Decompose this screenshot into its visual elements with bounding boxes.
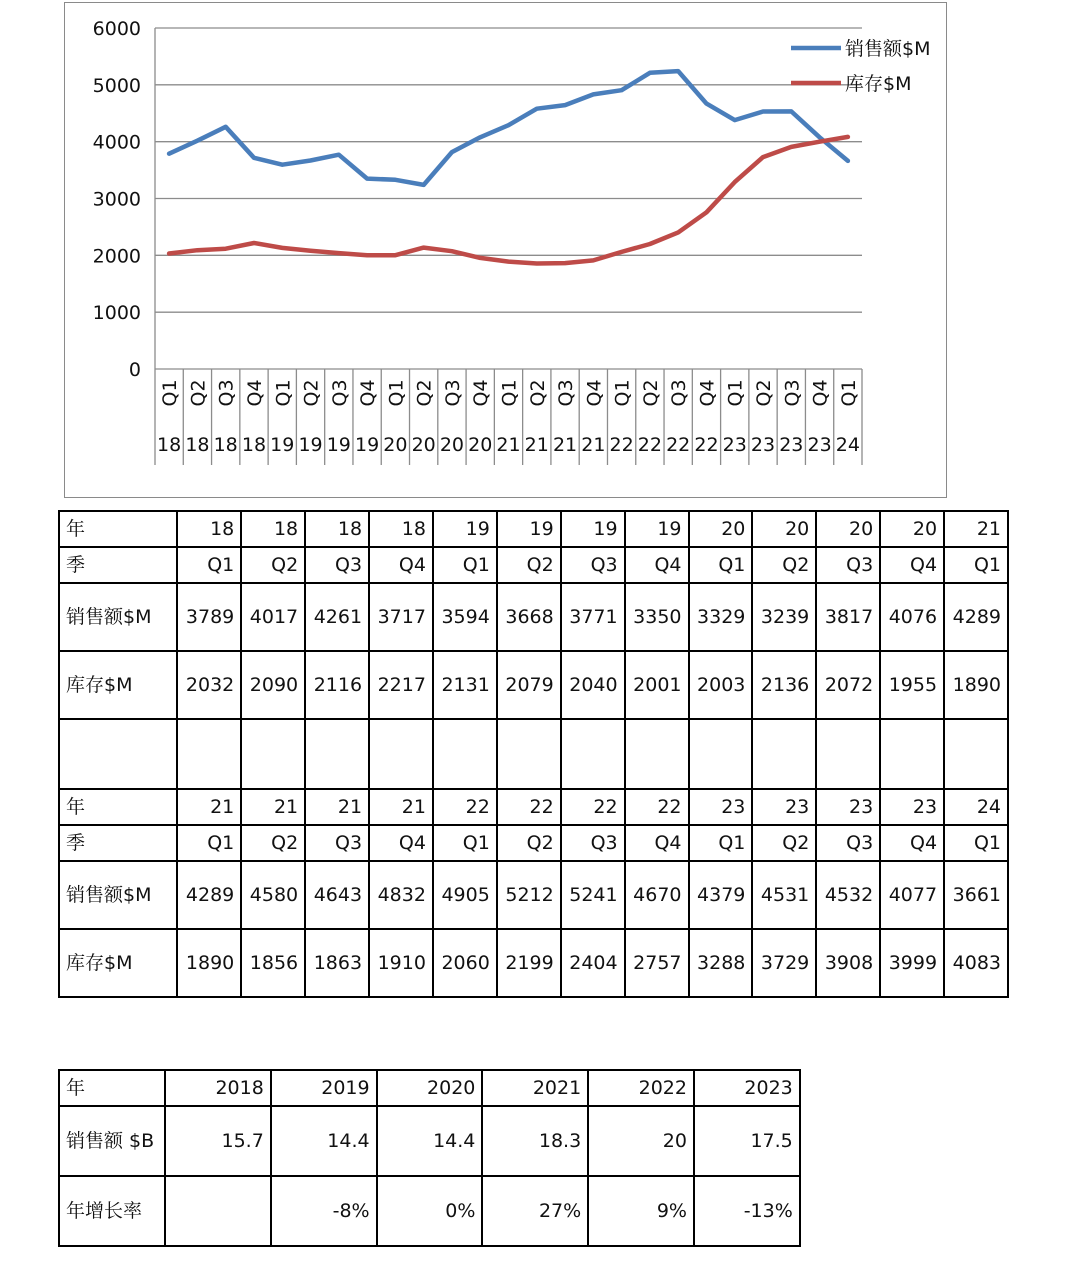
x-tick-quarter: Q4 bbox=[357, 379, 380, 407]
table-cell: 21 bbox=[944, 511, 1008, 547]
chart-container bbox=[64, 2, 947, 498]
x-tick-quarter: Q2 bbox=[753, 379, 776, 407]
table-cell: Q1 bbox=[689, 825, 753, 861]
table-cell: 4076 bbox=[880, 583, 944, 651]
table-cell: 3908 bbox=[816, 929, 880, 997]
y-tick-label: 4000 bbox=[92, 131, 141, 154]
table-cell bbox=[369, 719, 433, 789]
table-cell: 15.7 bbox=[165, 1106, 271, 1176]
x-tick-year: 23 bbox=[779, 434, 804, 456]
table-cell: 19 bbox=[561, 511, 625, 547]
table-cell: 19 bbox=[625, 511, 689, 547]
table-cell: 3594 bbox=[433, 583, 497, 651]
x-tick-year: 19 bbox=[298, 434, 323, 456]
table-cell: Q3 bbox=[816, 547, 880, 583]
x-tick-year: 22 bbox=[666, 434, 691, 456]
table-cell: Q4 bbox=[369, 825, 433, 861]
table-cell: 19 bbox=[497, 511, 561, 547]
y-tick-label: 6000 bbox=[92, 18, 141, 40]
table-cell: 2032 bbox=[177, 651, 241, 719]
table-cell: 20 bbox=[689, 511, 753, 547]
table-cell: 4531 bbox=[752, 861, 816, 929]
table-cell bbox=[305, 719, 369, 789]
table-cell: Q3 bbox=[305, 547, 369, 583]
x-tick-quarter: Q4 bbox=[696, 379, 719, 407]
table-cell: 14.4 bbox=[377, 1106, 483, 1176]
row-label: 年 bbox=[59, 1070, 165, 1106]
row-label: 年增长率 bbox=[59, 1176, 165, 1246]
table-cell: 3789 bbox=[177, 583, 241, 651]
x-tick-quarter: Q2 bbox=[187, 379, 210, 407]
x-tick-year: 22 bbox=[637, 434, 662, 456]
legend-label: 库存$M bbox=[845, 73, 912, 95]
inventory-row bbox=[59, 929, 1008, 997]
table-cell: 4832 bbox=[369, 861, 433, 929]
table-cell: 2020 bbox=[377, 1070, 483, 1106]
table-cell: 23 bbox=[880, 789, 944, 825]
table-cell: 3729 bbox=[752, 929, 816, 997]
table-cell bbox=[689, 719, 753, 789]
table-cell: Q2 bbox=[241, 825, 305, 861]
table-cell bbox=[816, 719, 880, 789]
x-tick-quarter: Q4 bbox=[470, 379, 493, 407]
table-cell: 2116 bbox=[305, 651, 369, 719]
table-cell: 2019 bbox=[271, 1070, 377, 1106]
table-cell: 4580 bbox=[241, 861, 305, 929]
x-tick-quarter: Q2 bbox=[526, 379, 549, 407]
table-cell: 4289 bbox=[944, 583, 1008, 651]
growth-row bbox=[59, 1176, 800, 1246]
x-tick-quarter: Q1 bbox=[498, 379, 521, 407]
table-cell: 3668 bbox=[497, 583, 561, 651]
table-cell bbox=[59, 719, 177, 789]
table-cell: Q2 bbox=[497, 825, 561, 861]
y-tick-label: 5000 bbox=[92, 74, 141, 97]
x-tick-year: 22 bbox=[694, 434, 719, 456]
table-cell: 5241 bbox=[561, 861, 625, 929]
x-tick-year: 24 bbox=[835, 434, 860, 456]
table-cell: 5212 bbox=[497, 861, 561, 929]
table-cell: Q1 bbox=[177, 825, 241, 861]
table-cell: Q1 bbox=[433, 547, 497, 583]
table-cell bbox=[241, 719, 305, 789]
table-cell: 22 bbox=[433, 789, 497, 825]
table-cell bbox=[752, 719, 816, 789]
y-tick-label: 2000 bbox=[92, 245, 141, 268]
table-cell: 1863 bbox=[305, 929, 369, 997]
table-cell: 4017 bbox=[241, 583, 305, 651]
table-cell: 2018 bbox=[165, 1070, 271, 1106]
table-cell: 22 bbox=[497, 789, 561, 825]
table-cell: 2072 bbox=[816, 651, 880, 719]
table-cell: 2404 bbox=[561, 929, 625, 997]
table-cell: 2757 bbox=[625, 929, 689, 997]
x-tick-quarter: Q1 bbox=[159, 379, 182, 407]
table-cell: Q4 bbox=[880, 547, 944, 583]
table-cell: 2060 bbox=[433, 929, 497, 997]
series-line-sales bbox=[169, 71, 848, 185]
x-tick-year: 18 bbox=[157, 434, 182, 456]
table-cell: 3350 bbox=[625, 583, 689, 651]
x-tick-year: 22 bbox=[609, 434, 634, 456]
quarter-row bbox=[59, 825, 1008, 861]
table-cell: 21 bbox=[305, 789, 369, 825]
x-tick-quarter: Q3 bbox=[215, 379, 238, 407]
table-cell: 23 bbox=[752, 789, 816, 825]
quarterly-table bbox=[58, 510, 1009, 998]
table-cell: 2001 bbox=[625, 651, 689, 719]
table-cell: Q3 bbox=[561, 547, 625, 583]
table-cell: 17.5 bbox=[694, 1106, 800, 1176]
x-tick-quarter: Q4 bbox=[583, 379, 606, 407]
y-tick-label: 3000 bbox=[92, 188, 141, 211]
table-cell: 21 bbox=[241, 789, 305, 825]
x-tick-year: 23 bbox=[750, 434, 776, 456]
legend-label: 销售额$M bbox=[845, 38, 931, 60]
row-label: 销售额$M bbox=[59, 583, 177, 651]
x-tick-quarter: Q2 bbox=[300, 379, 323, 407]
table-cell: 21 bbox=[369, 789, 433, 825]
table-cell: 1910 bbox=[369, 929, 433, 997]
year-row bbox=[59, 511, 1008, 547]
table-cell: 4379 bbox=[689, 861, 753, 929]
x-tick-quarter: Q4 bbox=[809, 379, 832, 407]
row-label: 销售额$M bbox=[59, 861, 177, 929]
row-label: 季 bbox=[59, 825, 177, 861]
table-cell: 18 bbox=[241, 511, 305, 547]
x-tick-year: 21 bbox=[496, 434, 521, 456]
x-tick-quarter: Q2 bbox=[639, 379, 662, 407]
table-cell: 18 bbox=[177, 511, 241, 547]
table-cell: Q4 bbox=[625, 825, 689, 861]
table-cell: 23 bbox=[816, 789, 880, 825]
table-cell: 4289 bbox=[177, 861, 241, 929]
table-cell: 1955 bbox=[880, 651, 944, 719]
quarter-row bbox=[59, 547, 1008, 583]
table-cell bbox=[625, 719, 689, 789]
x-tick-year: 21 bbox=[552, 434, 578, 456]
x-tick-year: 20 bbox=[411, 434, 436, 456]
table-cell: 23 bbox=[689, 789, 753, 825]
table-cell: Q1 bbox=[433, 825, 497, 861]
table-cell: Q2 bbox=[752, 547, 816, 583]
table-cell: 2079 bbox=[497, 651, 561, 719]
table-cell: 27% bbox=[482, 1176, 588, 1246]
table-cell: Q2 bbox=[241, 547, 305, 583]
table-cell: 4532 bbox=[816, 861, 880, 929]
table-cell: 20 bbox=[880, 511, 944, 547]
table-cell: Q1 bbox=[944, 825, 1008, 861]
sales-row bbox=[59, 583, 1008, 651]
table-cell: Q2 bbox=[497, 547, 561, 583]
x-tick-quarter: Q2 bbox=[413, 379, 436, 407]
x-tick-quarter: Q3 bbox=[555, 379, 578, 407]
table-cell: 3717 bbox=[369, 583, 433, 651]
x-tick-year: 23 bbox=[722, 434, 747, 456]
table-cell: 2136 bbox=[752, 651, 816, 719]
x-tick-quarter: Q3 bbox=[668, 379, 691, 407]
table-cell: 4261 bbox=[305, 583, 369, 651]
row-label: 销售额 $B bbox=[59, 1106, 165, 1176]
x-tick-quarter: Q1 bbox=[611, 379, 634, 407]
x-tick-quarter: Q4 bbox=[243, 379, 266, 407]
x-tick-quarter: Q1 bbox=[385, 379, 408, 407]
table-cell: 2023 bbox=[694, 1070, 800, 1106]
row-label: 年 bbox=[59, 511, 177, 547]
inventory-row bbox=[59, 651, 1008, 719]
table-cell: 3771 bbox=[561, 583, 625, 651]
table-cell: 1856 bbox=[241, 929, 305, 997]
table-cell: Q1 bbox=[944, 547, 1008, 583]
table-cell: 1890 bbox=[177, 929, 241, 997]
blank-row bbox=[59, 719, 1008, 789]
x-tick-year: 21 bbox=[581, 434, 606, 456]
table-cell: Q4 bbox=[880, 825, 944, 861]
table-cell: 19 bbox=[433, 511, 497, 547]
table-cell: 20 bbox=[588, 1106, 694, 1176]
table-cell: 2022 bbox=[588, 1070, 694, 1106]
table-cell: 1890 bbox=[944, 651, 1008, 719]
table-cell: Q3 bbox=[305, 825, 369, 861]
table-cell bbox=[165, 1176, 271, 1246]
table-cell: 2199 bbox=[497, 929, 561, 997]
table-cell bbox=[561, 719, 625, 789]
table-cell: 9% bbox=[588, 1176, 694, 1246]
x-tick-quarter: Q3 bbox=[441, 379, 464, 407]
table-cell: 2021 bbox=[482, 1070, 588, 1106]
table-cell: 2003 bbox=[689, 651, 753, 719]
table-cell: 3239 bbox=[752, 583, 816, 651]
annual-sales-row bbox=[59, 1106, 800, 1176]
table-cell: 2040 bbox=[561, 651, 625, 719]
table-cell: Q3 bbox=[816, 825, 880, 861]
table-cell: 24 bbox=[944, 789, 1008, 825]
table-cell: 3661 bbox=[944, 861, 1008, 929]
line-chart bbox=[65, 3, 948, 499]
x-tick-year: 19 bbox=[355, 434, 380, 456]
table-cell: 4077 bbox=[880, 861, 944, 929]
x-tick-year: 18 bbox=[213, 434, 238, 456]
y-tick-label: 1000 bbox=[92, 302, 141, 325]
table-cell: Q4 bbox=[369, 547, 433, 583]
table-cell: 14.4 bbox=[271, 1106, 377, 1176]
x-tick-quarter: Q1 bbox=[272, 379, 295, 407]
table-cell: Q2 bbox=[752, 825, 816, 861]
table-cell: 3329 bbox=[689, 583, 753, 651]
x-tick-year: 19 bbox=[326, 434, 351, 456]
table-cell: 2217 bbox=[369, 651, 433, 719]
x-tick-year: 18 bbox=[185, 434, 210, 456]
table-cell bbox=[433, 719, 497, 789]
table-cell bbox=[880, 719, 944, 789]
row-label: 年 bbox=[59, 789, 177, 825]
table-cell: Q3 bbox=[561, 825, 625, 861]
table-cell: 20 bbox=[752, 511, 816, 547]
table-cell: 18 bbox=[305, 511, 369, 547]
row-label: 库存$M bbox=[59, 929, 177, 997]
table-cell: 18.3 bbox=[482, 1106, 588, 1176]
table-cell bbox=[177, 719, 241, 789]
table-cell bbox=[944, 719, 1008, 789]
table-cell: 2131 bbox=[433, 651, 497, 719]
sales-row bbox=[59, 861, 1008, 929]
table-cell bbox=[497, 719, 561, 789]
x-tick-quarter: Q1 bbox=[837, 379, 860, 407]
x-tick-year: 21 bbox=[524, 434, 549, 456]
year-header-row bbox=[59, 1070, 800, 1106]
x-tick-quarter: Q1 bbox=[724, 379, 747, 407]
x-tick-year: 23 bbox=[807, 434, 832, 456]
x-tick-year: 18 bbox=[241, 434, 267, 456]
row-label: 季 bbox=[59, 547, 177, 583]
table-cell: Q1 bbox=[689, 547, 753, 583]
y-tick-label: 0 bbox=[128, 359, 141, 381]
table-cell: 3817 bbox=[816, 583, 880, 651]
x-tick-quarter: Q3 bbox=[781, 379, 804, 407]
table-cell: 3288 bbox=[689, 929, 753, 997]
table-cell: 4083 bbox=[944, 929, 1008, 997]
table-cell: 2090 bbox=[241, 651, 305, 719]
x-tick-year: 20 bbox=[468, 434, 493, 456]
yearly-table bbox=[58, 1069, 801, 1247]
table-cell: 22 bbox=[625, 789, 689, 825]
table-cell: Q4 bbox=[625, 547, 689, 583]
table-cell: 4670 bbox=[625, 861, 689, 929]
table-cell: 21 bbox=[177, 789, 241, 825]
table-cell: 3999 bbox=[880, 929, 944, 997]
series-line-inventory bbox=[169, 137, 848, 264]
table-cell: 0% bbox=[377, 1176, 483, 1246]
table-cell: 4905 bbox=[433, 861, 497, 929]
table-cell: Q1 bbox=[177, 547, 241, 583]
table-cell: 4643 bbox=[305, 861, 369, 929]
x-tick-year: 20 bbox=[439, 434, 465, 456]
table-cell: -8% bbox=[271, 1176, 377, 1246]
x-tick-quarter: Q3 bbox=[328, 379, 351, 407]
table-cell: 20 bbox=[816, 511, 880, 547]
x-tick-year: 19 bbox=[270, 434, 295, 456]
table-cell: 22 bbox=[561, 789, 625, 825]
table-cell: 18 bbox=[369, 511, 433, 547]
x-tick-year: 20 bbox=[383, 434, 408, 456]
table-cell: -13% bbox=[694, 1176, 800, 1246]
year-row bbox=[59, 789, 1008, 825]
row-label: 库存$M bbox=[59, 651, 177, 719]
